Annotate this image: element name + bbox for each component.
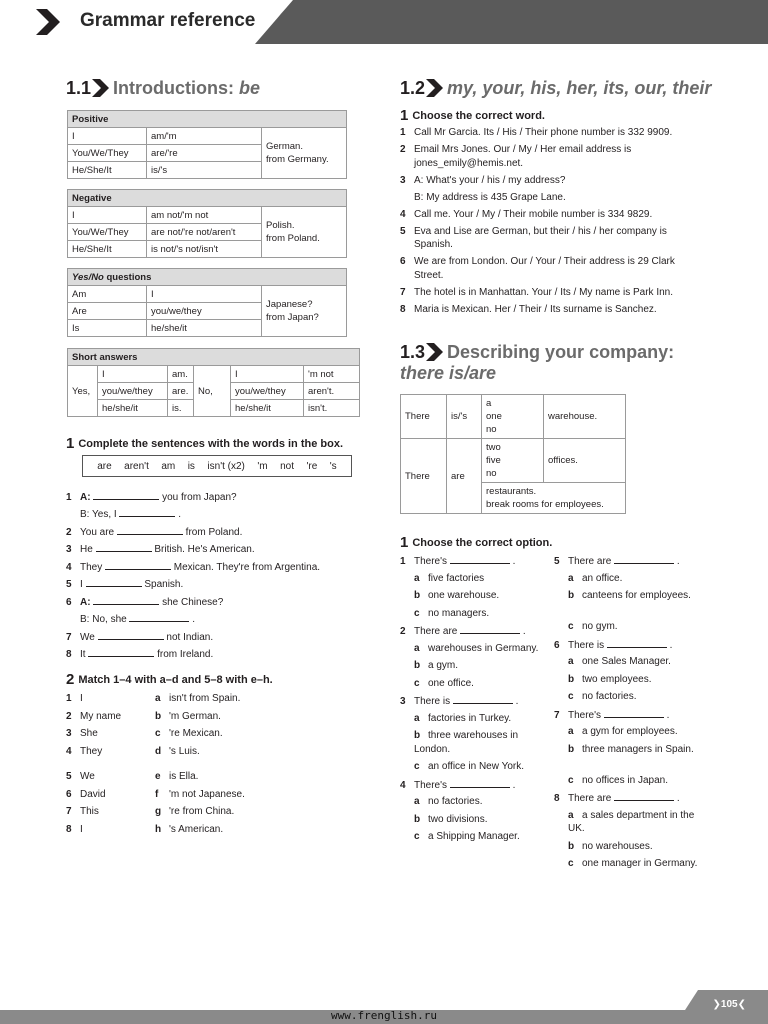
- option-item: c no factories.: [568, 691, 637, 702]
- chevron-right-icon: [36, 9, 62, 35]
- word-box-item: aren't: [124, 460, 149, 472]
- match-row: 3 She c 're Mexican.: [66, 728, 223, 739]
- option-item: b a gym.: [414, 660, 459, 671]
- table-cell: is/'s: [147, 162, 262, 179]
- table-cell: I: [68, 207, 147, 224]
- word-box-item: are: [97, 460, 112, 472]
- word-box-item: 's: [329, 460, 337, 472]
- table-cell: am/'m: [147, 128, 262, 145]
- option-item: a one Sales Manager.: [568, 656, 671, 667]
- option-item: b two divisions.: [414, 813, 488, 825]
- table-cell: Yes,: [68, 366, 98, 417]
- table-cell: he/she/it: [147, 320, 262, 337]
- section-title-text: Describing your company:: [447, 342, 675, 362]
- match-row: 5 We e is Ella.: [66, 771, 199, 782]
- chevron-right-icon: [92, 79, 110, 97]
- exercise-title: 1 Complete the sentences with the words in the box.: [66, 435, 343, 452]
- table-header: Yes/No questions: [68, 269, 347, 286]
- section-number: 1.1: [66, 78, 92, 98]
- option-item: b three managers in Spain.: [568, 743, 694, 755]
- word-box-item: isn't (x2): [207, 460, 245, 472]
- question-item: 1 There's .: [400, 556, 516, 567]
- option-item: c one office.: [414, 677, 474, 689]
- exercise-title: 2 Match 1–4 with a–d and 5–8 with e–h.: [66, 671, 273, 688]
- match-row: 6 David f 'm not Japanese.: [66, 789, 245, 800]
- option-item: c no gym.: [568, 621, 618, 632]
- table-cell: No,: [194, 366, 231, 417]
- list-item: 3 He British. He's American.: [66, 544, 255, 555]
- question-item: 6 There is .: [554, 639, 673, 651]
- option-item: c one manager in Germany.: [568, 858, 698, 869]
- word-box: [82, 455, 352, 477]
- table-cell: are not/'re not/aren't: [147, 224, 262, 241]
- list-item: 2 You are from Poland.: [66, 527, 243, 538]
- table-header: Short answers: [68, 349, 360, 366]
- list-item: 5 I Spanish.: [66, 579, 184, 590]
- question-item: 5 There are .: [554, 556, 680, 567]
- chevron-right-icon: [426, 343, 444, 361]
- table-cell: I: [98, 366, 168, 383]
- section-title-italic: be: [239, 78, 261, 98]
- section-number: 1.2: [400, 78, 426, 98]
- question-item: 3 There is .: [400, 696, 519, 707]
- list-item: B: No, she .: [80, 614, 196, 625]
- option-item: a an office.: [568, 572, 623, 584]
- list-item: 2 Email Mrs Jones. Our / My / Her email address is jones_emily@hemis.net.: [400, 144, 632, 169]
- list-item: 4 Call me. Your / My / Their mobile number is 334 9829.: [400, 208, 653, 220]
- section-title-italic: my, your, his, her, its, our, their: [447, 78, 712, 98]
- table-cell: I: [147, 286, 262, 303]
- header-dark-panel: [255, 0, 768, 44]
- option-item: b three warehouses in London.: [414, 730, 519, 755]
- section-number: 1.3: [400, 342, 426, 362]
- table-cell: Japanese? from Japan?: [262, 286, 347, 337]
- table-cell: There: [401, 439, 447, 514]
- option-item: c an office in New York.: [414, 761, 524, 772]
- option-item: c no offices in Japan.: [568, 774, 668, 786]
- site-watermark: www.frenglish.ru: [331, 1009, 437, 1022]
- section-title-1-3: [400, 342, 674, 384]
- table-cell: You/We/They: [68, 224, 147, 241]
- table-cell: Are: [68, 303, 147, 320]
- option-item: c a Shipping Manager.: [414, 831, 520, 842]
- option-item: a a gym for employees.: [568, 726, 678, 737]
- question-item: 8 There are .: [554, 793, 680, 804]
- option-item: a five factories: [414, 572, 485, 584]
- list-item: 1 Call Mr Garcia. Its / His / Their phone number is 332 9909.: [400, 127, 673, 138]
- table-cell: I: [68, 128, 147, 145]
- table-cell: offices.: [544, 439, 626, 483]
- yes-no-questions-table: [67, 268, 347, 337]
- table-cell: are: [447, 439, 482, 514]
- option-item: b two employees.: [568, 673, 652, 685]
- exercise-title: 1 Choose the correct word.: [400, 107, 545, 124]
- table-cell: restaurants. break rooms for employees.: [482, 483, 626, 514]
- question-item: 4 There's .: [400, 779, 516, 791]
- chevron-right-icon: ❯: [712, 999, 721, 1010]
- table-cell: a one no: [482, 395, 544, 439]
- question-item: 2 There are .: [400, 626, 526, 637]
- page-number: ❯105❮: [712, 999, 746, 1010]
- exercise-title: 1 Choose the correct option.: [400, 534, 553, 551]
- table-cell: Am: [68, 286, 147, 303]
- match-row: 1 I a isn't from Spain.: [66, 693, 241, 704]
- option-item: a a sales department in the UK.: [568, 809, 695, 834]
- question-item: 7 There's .: [554, 709, 670, 721]
- table-cell: you/we/they: [98, 383, 168, 400]
- word-box-item: 'm: [257, 460, 268, 472]
- list-item: 1 A: you from Japan?: [66, 492, 237, 503]
- table-cell: Is: [68, 320, 147, 337]
- list-item: 7 The hotel is in Manhattan. Your / Its / My name is Park Inn.: [400, 286, 674, 298]
- list-item: 8 Maria is Mexican. Her / Their / Its surname is Sanchez.: [400, 303, 657, 315]
- list-item: B: My address is 435 Grape Lane.: [414, 191, 566, 203]
- match-row: 4 They d 's Luis.: [66, 746, 200, 757]
- section-title-1-1: [66, 78, 260, 99]
- match-row: 8 I h 's American.: [66, 824, 224, 835]
- table-cell: are.: [168, 383, 194, 400]
- section-title-italic: there is/are: [400, 363, 497, 383]
- table-cell: He/She/It: [68, 162, 147, 179]
- negative-table: [67, 189, 347, 258]
- chevron-right-icon: [426, 79, 444, 97]
- list-item: 5 Eva and Lise are German, but their / his / her company is Spanish.: [400, 225, 667, 250]
- option-item: b no warehouses.: [568, 840, 653, 852]
- list-item: 8 It from Ireland.: [66, 649, 214, 660]
- table-cell: am not/'m not: [147, 207, 262, 224]
- table-cell: 'm not: [304, 366, 360, 383]
- list-item: 3 A: What's your / his / my address?: [400, 174, 566, 186]
- table-cell: is not/'s not/isn't: [147, 241, 262, 258]
- word-box-item: not: [280, 460, 294, 472]
- option-item: a no factories.: [414, 796, 483, 807]
- list-item: 6 A: she Chinese?: [66, 597, 224, 608]
- page-header: [0, 0, 768, 44]
- list-item: B: Yes, I .: [80, 509, 182, 520]
- table-cell: Polish. from Poland.: [262, 207, 347, 258]
- table-cell: he/she/it: [231, 400, 304, 417]
- short-answers-table: [67, 348, 360, 417]
- option-item: b one warehouse.: [414, 590, 500, 601]
- section-title-text: Introductions:: [113, 78, 240, 98]
- list-item: 6 We are from London. Our / Your / Their address is 29 Clark Street.: [400, 256, 675, 281]
- list-item: 4 They Mexican. They're from Argentina.: [66, 562, 321, 573]
- section-title-1-2: [400, 78, 711, 99]
- table-cell: am.: [168, 366, 194, 383]
- table-cell: aren't.: [304, 383, 360, 400]
- option-item: c no managers.: [414, 607, 490, 619]
- table-cell: German. from Germany.: [262, 128, 347, 179]
- word-box-item: is: [187, 460, 195, 472]
- table-cell: are/'re: [147, 145, 262, 162]
- option-item: a warehouses in Germany.: [414, 642, 539, 654]
- option-item: a factories in Turkey.: [414, 712, 512, 724]
- table-cell: you/we/they: [231, 383, 304, 400]
- match-row: 7 This g 're from China.: [66, 806, 235, 817]
- table-cell: is.: [168, 400, 194, 417]
- table-cell: he/she/it: [98, 400, 168, 417]
- word-box-item: am: [161, 460, 176, 472]
- table-cell: you/we/they: [147, 303, 262, 320]
- table-cell: two five no: [482, 439, 544, 483]
- match-row: 2 My name b 'm German.: [66, 711, 221, 722]
- positive-table: [67, 110, 347, 179]
- table-cell: There: [401, 395, 447, 439]
- table-cell: He/She/It: [68, 241, 147, 258]
- table-cell: I: [231, 366, 304, 383]
- option-item: b canteens for employees.: [568, 590, 691, 601]
- table-header: Positive: [68, 111, 347, 128]
- chevron-left-icon: ❮: [737, 999, 746, 1010]
- word-box-item: 're: [306, 460, 318, 472]
- table-cell: isn't.: [304, 400, 360, 417]
- table-header: Negative: [68, 190, 347, 207]
- table-cell: is/'s: [447, 395, 482, 439]
- header-title: Grammar reference: [80, 10, 256, 31]
- table-cell: You/We/They: [68, 145, 147, 162]
- table-cell: warehouse.: [544, 395, 626, 439]
- there-is-are-table: [400, 394, 626, 514]
- list-item: 7 We not Indian.: [66, 632, 214, 643]
